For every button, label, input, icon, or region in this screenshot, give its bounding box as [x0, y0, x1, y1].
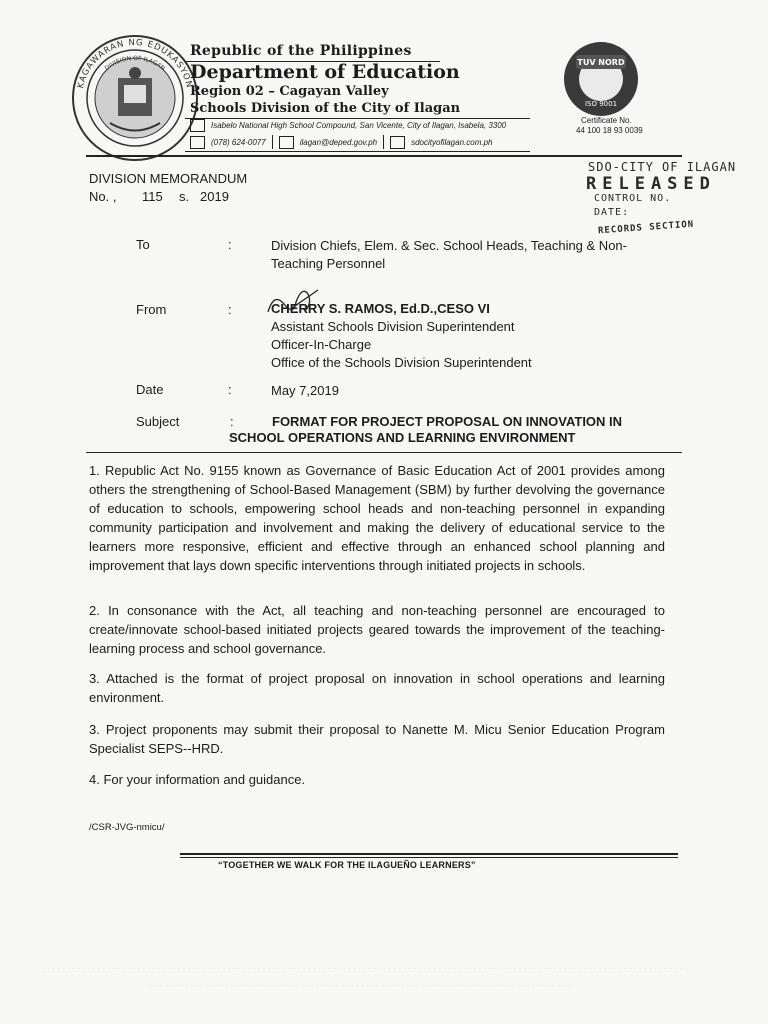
subject-label: Subject	[136, 414, 180, 429]
signature-icon	[262, 282, 332, 320]
to-label: To	[136, 237, 150, 252]
from-colon: :	[228, 302, 232, 317]
footer-motto: “TOGETHER WE WALK FOR THE ILAGUEÑO LEARNERS”	[218, 860, 476, 870]
web-icon	[390, 136, 405, 149]
stamp-office: SDO-CITY OF ILAGAN	[588, 160, 737, 174]
certificate-label: Certificate No.	[581, 116, 632, 125]
contact-row	[190, 135, 492, 149]
body-paragraph-1: 1. Republic Act No. 9155 known as Governance of Basic Education Act of 2001 provides among others the strengthening of School-Based Management (SBM) by further devolving the governance of education to schools, empowering school heads and non-teaching personnel in expanding community participation and involvement and making the delivery of educational service to the learners more responsive, efficient and effective through an enhanced school planning and improvement that lays down specific interventions through initiated projects in schools.	[89, 463, 665, 573]
website-text: sdocityofilagan.com.ph	[411, 137, 493, 147]
stamp-control-no: CONTROL NO.	[594, 193, 672, 204]
email-icon	[279, 136, 294, 149]
subject-colon: :	[230, 414, 234, 429]
date-value: May 7,2019	[271, 383, 339, 398]
body-paragraph-3: 3. Attached is the format of project proposal on innovation in school operations and learning environment.	[89, 671, 665, 705]
svg-text:ISO 9001: ISO 9001	[584, 100, 618, 108]
subject-line-2: SCHOOL OPERATIONS AND LEARNING ENVIRONMENT	[229, 430, 576, 445]
bleed-through-line	[42, 968, 682, 969]
footer-rule	[180, 853, 678, 855]
body-divider	[86, 452, 682, 453]
address-row	[190, 118, 506, 132]
department-heading: Department of Education	[190, 61, 460, 83]
header-bottom-rule	[86, 155, 682, 157]
republic-heading: Republic of the Philippines	[190, 43, 412, 59]
body-paragraph-5: 4. For your information and guidance.	[89, 772, 306, 787]
address-text: Isabelo National High School Compound, San Vicente, City of Ilagan, Isabela, 3300	[211, 120, 507, 130]
footer-rule	[180, 857, 678, 858]
location-icon	[190, 119, 205, 132]
memo-no-label: No. ,	[89, 189, 117, 204]
memo-number-row	[89, 189, 229, 204]
memo-series-label: s.	[179, 189, 190, 204]
division-heading: Schools Division of the City of Ilagan	[190, 101, 461, 116]
body-paragraph-4: 3. Project proponents may submit their proposal to Nanette M. Micu Senior Education Program Specialist SEPS--HRD.	[89, 722, 665, 756]
date-colon: :	[228, 382, 232, 397]
phone-text: (078) 624-0077	[211, 137, 266, 147]
to-value: Division Chiefs, Elem. & Sec. School Heads, Teaching & Non-Teaching Personnel	[271, 238, 627, 271]
memo-series-year: 2019	[200, 189, 229, 204]
sender-title: Assistant Schools Division Superintendent	[271, 319, 515, 334]
from-label: From	[136, 302, 167, 317]
reference-initials: /CSR-JVG-nmicu/	[89, 822, 165, 833]
email-text: ilagan@deped.gov.ph	[299, 137, 378, 147]
sender-name: CHERRY S. RAMOS, Ed.D.,CESO VI	[271, 301, 490, 316]
phone-icon	[190, 136, 205, 149]
stamp-section: RECORDS SECTION	[597, 219, 695, 237]
bleed-through-line	[150, 985, 570, 986]
certificate-number: 44 100 18 93 0039	[576, 126, 643, 135]
deped-seal-icon	[70, 33, 200, 163]
svg-text:DIVISION OF ILAGAN: DIVISION OF ILAGAN	[103, 54, 167, 73]
svg-text:TUV NORD: TUV NORD	[577, 58, 625, 67]
stamp-date: DATE:	[594, 207, 630, 218]
svg-text:KAGAWARAN NG EDUKASYON: KAGAWARAN NG EDUKASYON	[75, 37, 195, 90]
to-colon: :	[228, 237, 232, 252]
subject-line-1: FORMAT FOR PROJECT PROPOSAL ON INNOVATION IN	[272, 414, 623, 429]
sender-office: Office of the Schools Division Superintendent	[271, 355, 532, 370]
stamp-status: RELEASED	[586, 174, 716, 194]
memo-no-value: 115	[142, 189, 163, 204]
region-heading: Region 02 – Cagayan Valley	[190, 84, 389, 99]
memo-type: DIVISION MEMORANDUM	[89, 171, 248, 186]
sender-role: Officer-In-Charge	[271, 337, 372, 352]
header-divider	[185, 151, 530, 152]
date-label: Date	[136, 382, 164, 397]
tuv-iso-logo-icon	[562, 40, 640, 118]
body-paragraph-2: 2. In consonance with the Act, all teaching and non-teaching personnel are encouraged to create/innovate school-based initiated projects geared towards the improvement of the teaching-learning process and school governance.	[89, 603, 665, 656]
